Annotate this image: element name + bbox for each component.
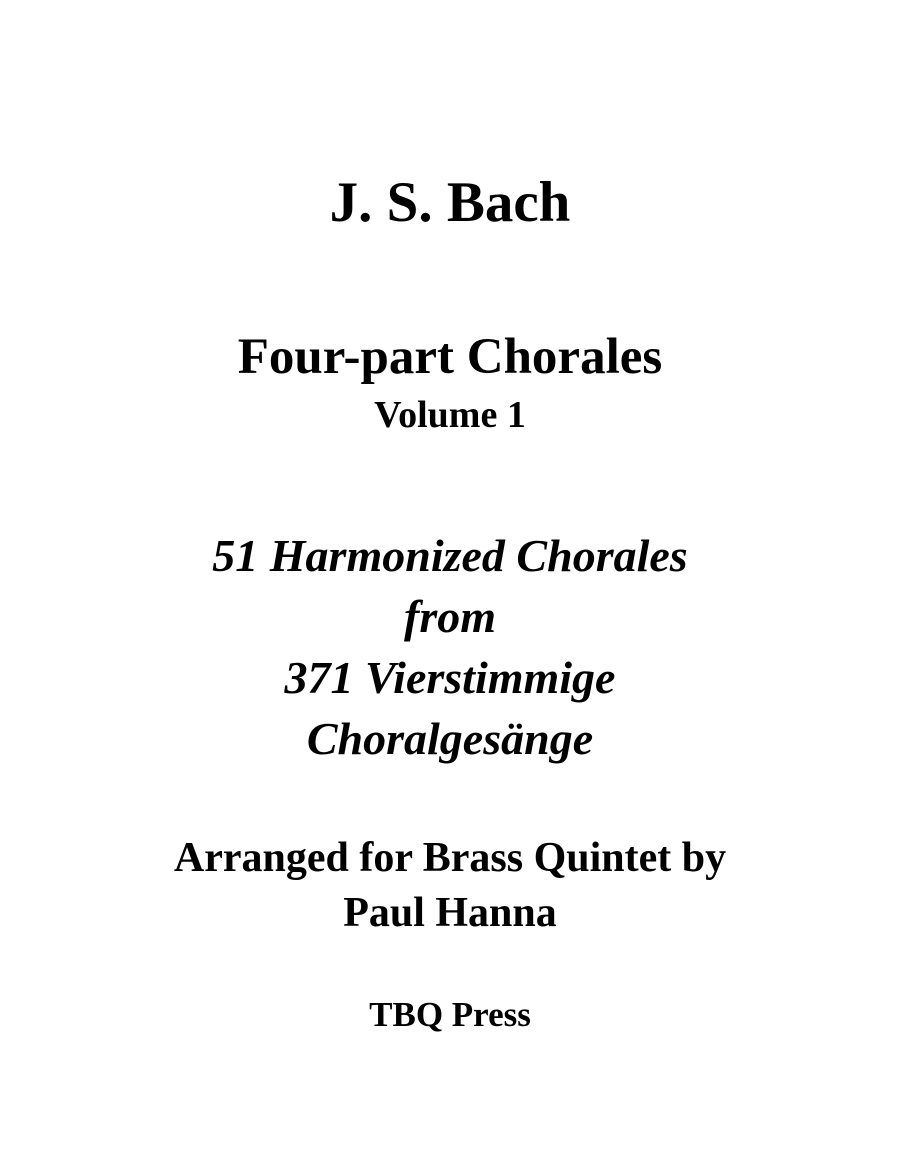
composer-name: J. S. Bach xyxy=(329,171,571,234)
subtitle-line: Choralgesänge xyxy=(306,713,594,764)
arranger-name: Paul Hanna xyxy=(343,890,557,936)
arrangement-credit: Arranged for Brass Quintet by xyxy=(173,835,727,881)
subtitle-line: 371 Vierstimmige xyxy=(284,652,616,703)
work-title: Four-part Chorales xyxy=(237,329,663,385)
subtitle-line: from xyxy=(404,591,496,642)
volume-label: Volume 1 xyxy=(374,394,526,436)
subtitle-line: 51 Harmonized Chorales xyxy=(212,530,688,581)
publisher-name: TBQ Press xyxy=(369,995,531,1034)
